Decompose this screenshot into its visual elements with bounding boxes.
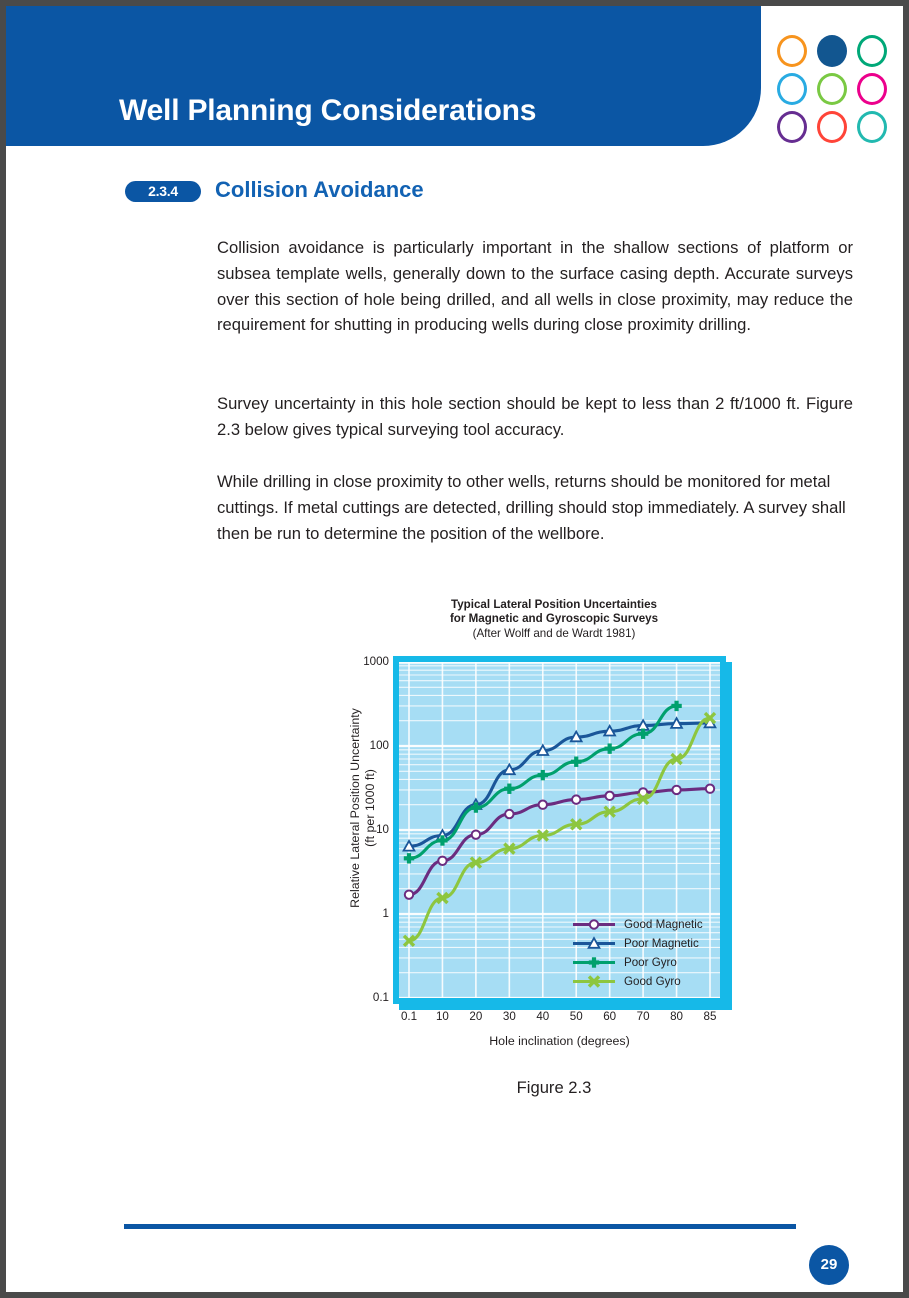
- x-tick-label: 50: [569, 1010, 583, 1023]
- legend-item: [571, 915, 719, 934]
- logo-cell: [812, 108, 852, 146]
- legend-item: [571, 972, 719, 991]
- x-axis-ticks: [393, 1010, 726, 1028]
- legend-symbol-circle-icon: [571, 915, 617, 934]
- dot-magenta-icon: [857, 73, 887, 105]
- x-tick-label: 30: [502, 1010, 516, 1023]
- legend-label: Poor Magnetic: [624, 937, 699, 950]
- y-tick-label: 10: [376, 822, 389, 836]
- plot-area: [399, 662, 720, 998]
- x-tick-label: 70: [636, 1010, 650, 1023]
- x-axis-label: Hole inclination (degrees): [489, 1034, 630, 1048]
- legend-item: [571, 953, 719, 972]
- data-point: [706, 785, 714, 793]
- footer-rule: [124, 1224, 796, 1229]
- figure-block: [306, 598, 746, 1118]
- data-point: [571, 757, 581, 767]
- page-number-badge: 29: [809, 1245, 849, 1285]
- legend-label: Good Gyro: [624, 975, 681, 988]
- data-point: [589, 957, 599, 967]
- y-tick-label: 0.1: [372, 990, 389, 1004]
- dot-green-teal-icon: [857, 35, 887, 67]
- section-number-badge: 2.3.4: [125, 181, 201, 202]
- x-tick-label: 0.1: [400, 1010, 418, 1023]
- y-tick-label: 100: [369, 738, 389, 752]
- legend-symbol-triangle-icon: [571, 934, 617, 953]
- x-tick-label: 40: [536, 1010, 550, 1023]
- data-point: [590, 920, 598, 928]
- logo-dot-grid: [772, 32, 892, 148]
- y-tick-label: 1: [382, 906, 389, 920]
- legend-label: Poor Gyro: [624, 956, 677, 969]
- figure-caption: Figure 2.3: [516, 1078, 592, 1097]
- logo-cell: [772, 108, 812, 146]
- x-tick-label: 85: [703, 1010, 717, 1023]
- chart-title-line-3: (After Wolff and de Wardt 1981): [472, 626, 636, 640]
- data-point: [405, 890, 413, 898]
- chart-title-line-2: for Magnetic and Gyroscopic Surveys: [449, 612, 659, 626]
- dot-orange-icon: [777, 35, 807, 67]
- legend-symbol-plus-icon: [571, 953, 617, 972]
- chart-title: [394, 598, 714, 641]
- data-point: [504, 784, 514, 794]
- logo-cell: [852, 108, 892, 146]
- x-tick-label: 60: [603, 1010, 617, 1023]
- chart-title-line-1: Typical Lateral Position Uncertainties: [451, 598, 657, 611]
- dot-light-blue-icon: [777, 73, 807, 105]
- dot-teal-icon: [857, 111, 887, 143]
- data-point: [572, 795, 580, 803]
- y-axis-label-line-2: (ft per 1000 ft): [363, 769, 377, 847]
- y-tick-label: 1000: [363, 654, 389, 668]
- x-tick-label: 80: [670, 1010, 683, 1023]
- data-point: [539, 801, 547, 809]
- data-point: [605, 792, 613, 800]
- series-good-magnetic: [405, 785, 714, 899]
- chart-legend: [571, 915, 719, 991]
- logo-cell: [812, 70, 852, 108]
- body-paragraph-1: Collision avoidance is particularly important in the shallow sections of platform or subsea template wells, generally down to the surface casing depth. Accurate surveys over this section of hole being drilled, and all wells in close proximity, may reduce the requirement for shutting in producing wells during close proximity drilling.: [217, 238, 853, 335]
- data-point: [438, 857, 446, 865]
- page-title: Well Planning Considerations: [119, 94, 537, 127]
- y-axis-label-line-1: Relative Lateral Position Uncertainty: [348, 708, 362, 908]
- body-paragraph-2: Survey uncertainty in this hole section should be kept to less than 2 ft/1000 ft. Figure 2.3 below gives typical surveying tool accuracy.: [217, 394, 853, 439]
- dot-navy-icon: [817, 35, 847, 67]
- data-point: [672, 786, 680, 794]
- data-point: [505, 810, 513, 818]
- data-point: [404, 853, 414, 863]
- legend-symbol-cross-icon: [571, 972, 617, 991]
- x-tick-label: 10: [435, 1010, 449, 1023]
- legend-item: [571, 934, 719, 953]
- data-point: [671, 701, 681, 711]
- data-point: [472, 830, 480, 838]
- logo-cell: [772, 70, 812, 108]
- body-paragraph-3: While drilling in close proximity to other wells, returns should be monitored for metal cuttings. If metal cuttings are detected, drilling should stop immediately. A survey shall then be run to determine the position of the wellbore.: [217, 472, 846, 543]
- dot-purple-icon: [777, 111, 807, 143]
- x-tick-label: 20: [469, 1010, 483, 1023]
- y-axis-label: [348, 688, 378, 928]
- logo-cell: [852, 32, 892, 70]
- logo-cell: [772, 32, 812, 70]
- legend-label: Good Magnetic: [624, 918, 703, 931]
- logo-cell: [812, 32, 852, 70]
- logo-cell: [852, 70, 892, 108]
- section-title: Collision Avoidance: [215, 177, 424, 202]
- plot-frame: [393, 656, 726, 1004]
- dot-red-icon: [817, 111, 847, 143]
- dot-green-icon: [817, 73, 847, 105]
